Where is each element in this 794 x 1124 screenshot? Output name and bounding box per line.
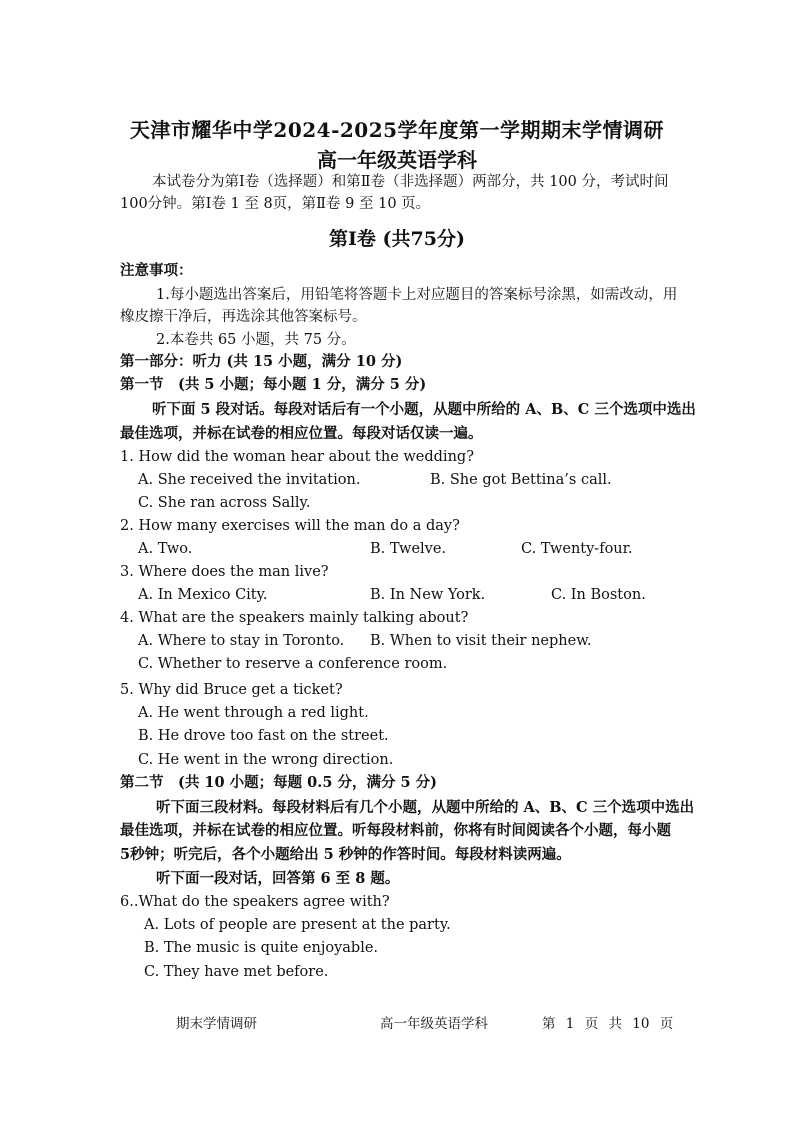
footer-page-number <box>542 1012 679 1032</box>
exam-subtitle: 高一年级英语学科 <box>317 148 477 172</box>
section2-sub-instruction: 听下面一段对话，回答第 6 至 8 题。 <box>156 870 400 887</box>
intro-line-1: 本试卷分为第Ⅰ卷（选择题）和第Ⅱ卷（非选择题）两部分，共 100 分，考试时间 <box>152 174 669 190</box>
exam-title: 天津市耀华中学2024-2025学年度第一学期期末学情调研 <box>129 118 665 142</box>
volume-title: 第Ⅰ卷 (共75分) <box>329 228 465 250</box>
section1-instruction-line-1: 听下面 5 段对话。每段对话后有一个小题，从题中所给的 A、B、C 三个选项中选出 <box>152 401 696 418</box>
question-1-option-b: B. She got Bettina’s call. <box>430 472 612 488</box>
notes-item-1-line-2: 橡皮擦干净后，再选涂其他答案标号。 <box>120 309 367 325</box>
question-2-option-a: A. Two. <box>138 541 193 557</box>
question-4-option-a: A. Where to stay in Toronto. <box>138 633 345 649</box>
question-6-option-c: C. They have met before. <box>144 964 329 980</box>
question-6-option-a: A. Lots of people are present at the party. <box>144 917 451 933</box>
question-6-stem: 6..What do the speakers agree with? <box>120 894 390 910</box>
question-2-option-c: C. Twenty-four. <box>521 541 633 557</box>
notes-item-2: 2.本卷共 65 小题，共 75 分。 <box>156 332 356 348</box>
question-5-option-c: C. He went in the wrong direction. <box>138 752 394 768</box>
question-3-option-a: A. In Mexico City. <box>138 587 268 603</box>
question-5-stem: 5. Why did Bruce get a ticket? <box>120 682 343 698</box>
question-4-option-c: C. Whether to reserve a conference room. <box>138 656 448 672</box>
question-1-stem: 1. How did the woman hear about the wedding? <box>120 449 474 465</box>
question-4-stem: 4. What are the speakers mainly talking about? <box>120 610 469 626</box>
intro-line-2: 100分钟。第Ⅰ卷 1 至 8页，第Ⅱ卷 9 至 10 页。 <box>120 196 431 212</box>
question-2-option-b: B. Twelve. <box>370 541 447 557</box>
section2-instruction-line-3: 5秒钟；听完后，各个小题给出 5 秒钟的作答时间。每段材料读两遍。 <box>120 846 571 863</box>
notes-item-1-line-1: 1.每小题选出答案后，用铅笔将答题卡上对应题目的答案标号涂黑，如需改动，用 <box>156 287 678 303</box>
footer-page-total-prefix: 共 <box>608 1016 622 1032</box>
question-5-option-b: B. He drove too fast on the street. <box>138 728 389 744</box>
section1-instruction-line-2: 最佳选项，并标在试卷的相应位置。每段对话仅读一遍。 <box>120 425 483 442</box>
footer-page-num: 1 <box>565 1016 575 1032</box>
section2-instruction-line-2: 最佳选项，并标在试卷的相应位置。听每段材料前，你将有时间阅读各个小题，每小题 <box>120 822 671 839</box>
question-2-stem: 2. How many exercises will the man do a day? <box>120 518 460 534</box>
question-1-option-c: C. She ran across Sally. <box>138 495 311 511</box>
part1-heading: 第一部分：听力 (共 15 小题，满分 10 分) <box>120 353 403 370</box>
question-3-stem: 3. Where does the man live? <box>120 564 329 580</box>
question-3-option-b: B. In New York. <box>370 587 486 603</box>
question-5-option-a: A. He went through a red light. <box>138 705 369 721</box>
question-4-option-b: B. When to visit their nephew. <box>370 633 592 649</box>
footer-page-prefix: 第 <box>542 1016 556 1032</box>
footer-center: 高一年级英语学科 <box>380 1016 488 1032</box>
footer-page-mid: 页 <box>584 1016 599 1032</box>
section1-heading: 第一节 (共 5 小题；每小题 1 分，满分 5 分) <box>120 376 427 393</box>
question-6-option-b: B. The music is quite enjoyable. <box>144 940 379 956</box>
question-1-option-a: A. She received the invitation. <box>138 472 361 488</box>
footer-page-suffix: 页 <box>659 1016 674 1032</box>
notes-heading: 注意事项： <box>120 262 193 279</box>
section2-instruction-line-1: 听下面三段材料。每段材料后有几个小题，从题中所给的 A、B、C 三个选项中选出 <box>156 799 695 816</box>
section2-heading: 第二节 (共 10 小题；每题 0.5 分，满分 5 分) <box>120 774 438 791</box>
footer-left: 期末学情调研 <box>176 1016 257 1032</box>
question-3-option-c: C. In Boston. <box>551 587 646 603</box>
footer-page-total: 10 <box>632 1016 650 1032</box>
